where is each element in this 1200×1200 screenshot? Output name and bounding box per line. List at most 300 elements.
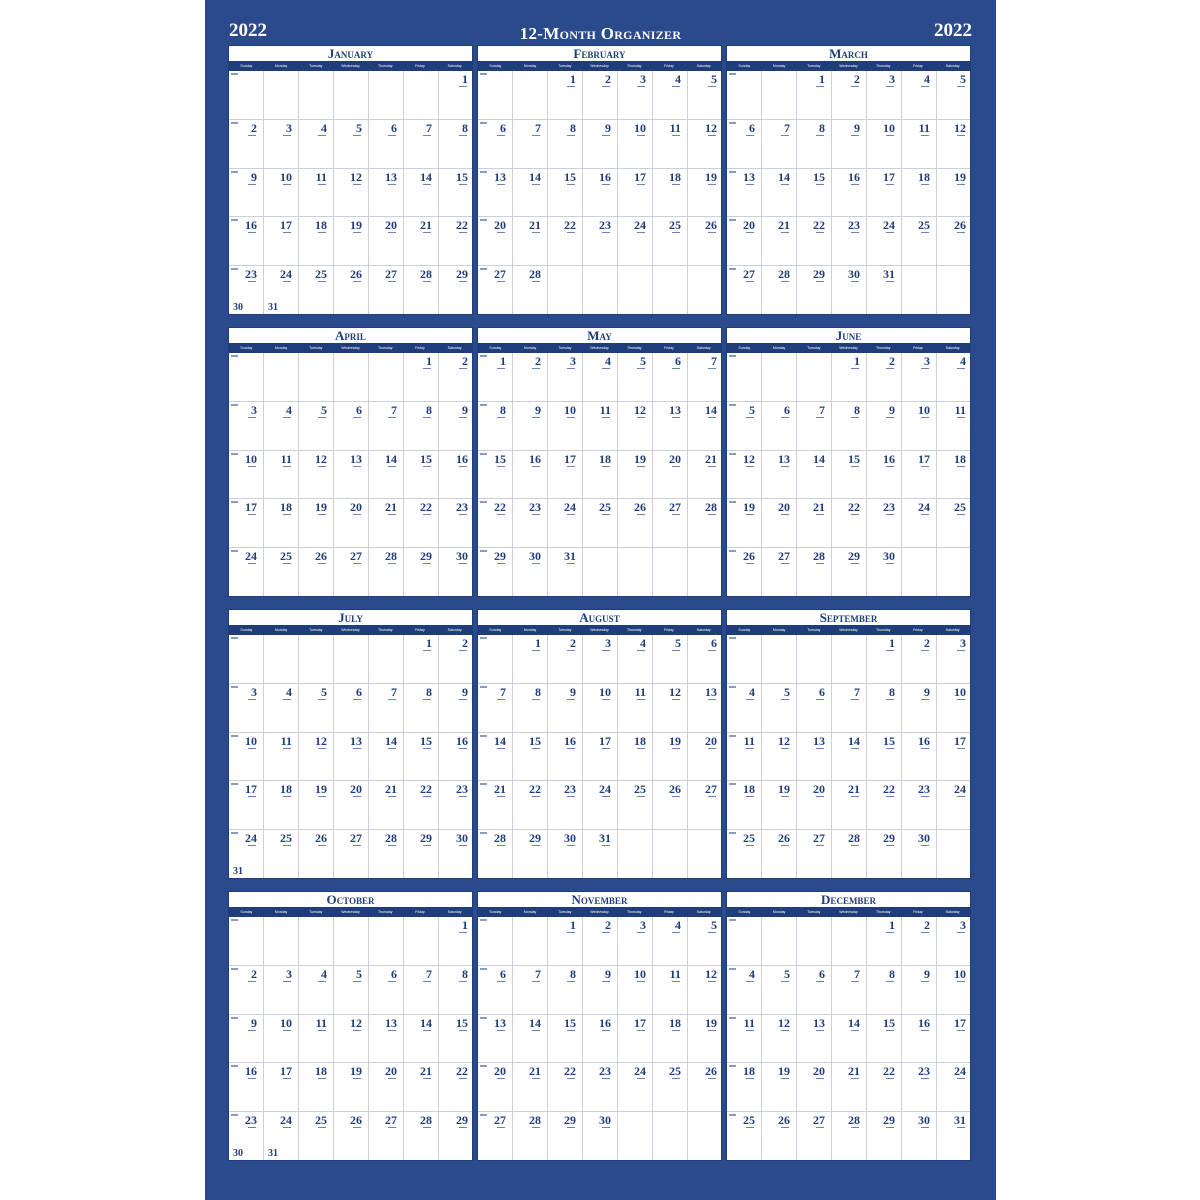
day-cell[interactable]	[762, 402, 797, 451]
day-cell[interactable]	[439, 1063, 473, 1112]
day-cell[interactable]	[229, 353, 264, 402]
day-cell[interactable]	[653, 548, 688, 597]
day-cell[interactable]	[439, 781, 473, 830]
day-cell[interactable]	[832, 169, 867, 218]
day-cell[interactable]	[653, 1112, 688, 1161]
day-cell[interactable]	[727, 733, 762, 782]
day-cell[interactable]	[727, 120, 762, 169]
day-cell[interactable]	[513, 217, 548, 266]
day-cell[interactable]	[548, 733, 583, 782]
day-cell[interactable]	[513, 781, 548, 830]
day-cell[interactable]	[299, 353, 334, 402]
day-cell[interactable]	[653, 830, 688, 879]
day-cell[interactable]	[369, 353, 404, 402]
day-cell[interactable]	[937, 733, 971, 782]
day-cell[interactable]	[653, 266, 688, 315]
day-cell[interactable]	[229, 966, 264, 1015]
day-cell[interactable]	[369, 548, 404, 597]
day-cell[interactable]	[229, 217, 264, 266]
day-cell[interactable]	[688, 830, 722, 879]
day-cell[interactable]	[797, 499, 832, 548]
day-cell[interactable]	[404, 71, 439, 120]
day-cell[interactable]	[762, 830, 797, 879]
day-cell[interactable]	[832, 635, 867, 684]
day-cell[interactable]	[832, 830, 867, 879]
day-cell[interactable]	[762, 917, 797, 966]
day-cell[interactable]	[264, 499, 299, 548]
day-cell[interactable]	[264, 830, 299, 879]
day-cell[interactable]	[867, 217, 902, 266]
day-cell[interactable]	[548, 830, 583, 879]
day-cell[interactable]	[937, 684, 971, 733]
day-cell[interactable]	[653, 684, 688, 733]
day-cell[interactable]	[583, 120, 618, 169]
day-cell[interactable]	[583, 451, 618, 500]
day-cell[interactable]	[369, 830, 404, 879]
day-cell[interactable]	[513, 353, 548, 402]
day-cell[interactable]	[653, 635, 688, 684]
day-cell[interactable]	[229, 635, 264, 684]
day-cell[interactable]	[264, 353, 299, 402]
day-cell[interactable]	[264, 733, 299, 782]
day-cell[interactable]	[548, 499, 583, 548]
day-cell[interactable]	[229, 917, 264, 966]
day-cell[interactable]	[618, 917, 653, 966]
day-cell[interactable]	[618, 71, 653, 120]
day-cell[interactable]	[439, 71, 473, 120]
day-cell[interactable]	[264, 451, 299, 500]
day-cell[interactable]	[478, 733, 513, 782]
day-cell[interactable]	[797, 451, 832, 500]
day-cell[interactable]	[688, 1063, 722, 1112]
day-cell[interactable]	[867, 353, 902, 402]
day-cell[interactable]	[688, 684, 722, 733]
day-cell[interactable]	[867, 451, 902, 500]
day-cell[interactable]	[688, 733, 722, 782]
day-cell[interactable]	[439, 830, 473, 879]
day-cell[interactable]	[404, 499, 439, 548]
day-cell[interactable]	[832, 917, 867, 966]
day-cell[interactable]	[618, 548, 653, 597]
day-cell[interactable]	[867, 684, 902, 733]
day-cell[interactable]	[264, 635, 299, 684]
day-cell[interactable]	[513, 548, 548, 597]
day-cell[interactable]	[688, 499, 722, 548]
day-cell[interactable]	[369, 169, 404, 218]
day-cell[interactable]	[548, 120, 583, 169]
day-cell[interactable]	[902, 966, 937, 1015]
day-cell[interactable]	[513, 266, 548, 315]
day-cell[interactable]	[832, 548, 867, 597]
day-cell[interactable]	[299, 1015, 334, 1064]
day-cell[interactable]	[229, 71, 264, 120]
day-cell[interactable]	[583, 499, 618, 548]
day-cell[interactable]	[653, 966, 688, 1015]
day-cell[interactable]	[937, 830, 971, 879]
day-cell[interactable]	[762, 966, 797, 1015]
day-cell[interactable]	[618, 966, 653, 1015]
day-cell[interactable]	[902, 548, 937, 597]
day-cell[interactable]	[334, 499, 369, 548]
day-cell[interactable]	[762, 217, 797, 266]
day-cell[interactable]	[548, 684, 583, 733]
day-cell[interactable]	[299, 402, 334, 451]
day-cell[interactable]	[299, 499, 334, 548]
day-cell[interactable]	[478, 966, 513, 1015]
day-cell[interactable]	[369, 733, 404, 782]
day-cell[interactable]	[478, 1063, 513, 1112]
day-cell[interactable]	[583, 1063, 618, 1112]
day-cell[interactable]	[583, 635, 618, 684]
day-cell[interactable]	[404, 548, 439, 597]
day-cell[interactable]	[404, 217, 439, 266]
day-cell[interactable]	[229, 733, 264, 782]
day-cell[interactable]	[513, 684, 548, 733]
day-cell[interactable]	[688, 548, 722, 597]
day-cell[interactable]	[902, 499, 937, 548]
day-cell[interactable]	[369, 917, 404, 966]
day-cell[interactable]	[937, 120, 971, 169]
day-cell[interactable]	[548, 1112, 583, 1161]
day-cell[interactable]	[229, 548, 264, 597]
day-cell[interactable]	[762, 733, 797, 782]
day-cell[interactable]	[867, 733, 902, 782]
day-cell[interactable]	[727, 169, 762, 218]
day-cell[interactable]	[902, 1015, 937, 1064]
day-cell[interactable]	[334, 353, 369, 402]
day-cell[interactable]	[762, 353, 797, 402]
day-cell[interactable]	[653, 169, 688, 218]
day-cell[interactable]	[688, 217, 722, 266]
day-cell[interactable]	[653, 451, 688, 500]
day-cell[interactable]	[727, 217, 762, 266]
day-cell[interactable]	[867, 499, 902, 548]
day-cell[interactable]	[439, 353, 473, 402]
day-cell[interactable]	[902, 266, 937, 315]
day-cell[interactable]	[727, 71, 762, 120]
day-cell[interactable]	[937, 781, 971, 830]
day-cell[interactable]	[688, 169, 722, 218]
day-cell[interactable]	[762, 635, 797, 684]
day-cell[interactable]	[832, 499, 867, 548]
day-cell[interactable]	[832, 1112, 867, 1161]
day-cell[interactable]	[688, 353, 722, 402]
day-cell[interactable]	[299, 966, 334, 1015]
day-cell[interactable]	[797, 169, 832, 218]
day-cell[interactable]	[902, 353, 937, 402]
day-cell[interactable]	[404, 1112, 439, 1161]
day-cell[interactable]	[299, 635, 334, 684]
day-cell[interactable]	[902, 169, 937, 218]
day-cell[interactable]	[832, 684, 867, 733]
day-cell[interactable]	[334, 1015, 369, 1064]
day-cell[interactable]	[762, 1015, 797, 1064]
day-cell[interactable]	[548, 917, 583, 966]
day-cell[interactable]	[478, 499, 513, 548]
day-cell[interactable]	[727, 499, 762, 548]
day-cell[interactable]	[583, 71, 618, 120]
day-cell[interactable]	[478, 169, 513, 218]
day-cell[interactable]	[439, 266, 473, 315]
day-cell[interactable]	[513, 1112, 548, 1161]
day-cell[interactable]	[404, 733, 439, 782]
day-cell[interactable]	[513, 451, 548, 500]
day-cell[interactable]	[937, 1112, 971, 1161]
day-cell[interactable]	[688, 71, 722, 120]
day-cell[interactable]	[867, 966, 902, 1015]
day-cell[interactable]	[832, 451, 867, 500]
day-cell[interactable]	[299, 120, 334, 169]
day-cell[interactable]	[618, 684, 653, 733]
day-cell[interactable]	[688, 120, 722, 169]
day-cell[interactable]	[229, 120, 264, 169]
day-cell[interactable]	[727, 451, 762, 500]
day-cell[interactable]	[762, 1112, 797, 1161]
day-cell[interactable]	[727, 684, 762, 733]
day-cell[interactable]	[583, 169, 618, 218]
day-cell[interactable]	[513, 733, 548, 782]
day-cell[interactable]	[264, 71, 299, 120]
day-cell[interactable]	[618, 217, 653, 266]
day-cell[interactable]	[264, 120, 299, 169]
day-cell[interactable]	[439, 966, 473, 1015]
day-cell[interactable]	[867, 1112, 902, 1161]
day-cell[interactable]	[937, 71, 971, 120]
day-cell[interactable]	[618, 830, 653, 879]
day-cell[interactable]	[299, 71, 334, 120]
day-cell[interactable]	[727, 1063, 762, 1112]
day-cell[interactable]	[404, 402, 439, 451]
day-cell[interactable]	[653, 353, 688, 402]
day-cell[interactable]	[478, 1015, 513, 1064]
day-cell[interactable]	[334, 169, 369, 218]
day-cell[interactable]	[618, 1112, 653, 1161]
day-cell[interactable]	[369, 451, 404, 500]
day-cell[interactable]	[513, 402, 548, 451]
day-cell[interactable]	[902, 1063, 937, 1112]
day-cell[interactable]	[264, 1015, 299, 1064]
day-cell[interactable]	[478, 71, 513, 120]
day-cell[interactable]	[762, 120, 797, 169]
day-cell[interactable]	[478, 635, 513, 684]
day-cell[interactable]	[439, 169, 473, 218]
day-cell[interactable]	[299, 684, 334, 733]
day-cell[interactable]	[583, 548, 618, 597]
day-cell[interactable]	[369, 635, 404, 684]
day-cell[interactable]	[478, 353, 513, 402]
day-cell[interactable]	[902, 635, 937, 684]
day-cell[interactable]	[867, 781, 902, 830]
day-cell[interactable]	[334, 684, 369, 733]
day-cell[interactable]	[583, 402, 618, 451]
day-cell[interactable]	[832, 1015, 867, 1064]
day-cell[interactable]	[832, 966, 867, 1015]
day-cell[interactable]	[653, 499, 688, 548]
day-cell[interactable]	[583, 917, 618, 966]
day-cell[interactable]	[832, 353, 867, 402]
day-cell[interactable]	[548, 402, 583, 451]
day-cell[interactable]	[618, 1063, 653, 1112]
day-cell[interactable]	[369, 217, 404, 266]
day-cell[interactable]	[548, 353, 583, 402]
day-cell[interactable]	[762, 781, 797, 830]
day-cell[interactable]	[832, 1063, 867, 1112]
day-cell[interactable]	[762, 451, 797, 500]
day-cell[interactable]	[832, 402, 867, 451]
day-cell[interactable]	[867, 71, 902, 120]
day-cell[interactable]	[299, 217, 334, 266]
day-cell[interactable]	[478, 451, 513, 500]
day-cell[interactable]	[404, 451, 439, 500]
day-cell[interactable]	[439, 917, 473, 966]
day-cell[interactable]	[513, 635, 548, 684]
day-cell[interactable]	[727, 830, 762, 879]
day-cell[interactable]	[902, 684, 937, 733]
day-cell[interactable]	[548, 451, 583, 500]
day-cell[interactable]	[299, 266, 334, 315]
day-cell[interactable]	[334, 635, 369, 684]
day-cell[interactable]	[478, 120, 513, 169]
day-cell[interactable]	[902, 1112, 937, 1161]
day-cell[interactable]	[264, 1063, 299, 1112]
day-cell[interactable]	[548, 1015, 583, 1064]
day-cell[interactable]	[797, 830, 832, 879]
day-cell[interactable]	[548, 169, 583, 218]
day-cell[interactable]	[832, 120, 867, 169]
day-cell[interactable]	[334, 451, 369, 500]
day-cell[interactable]	[404, 120, 439, 169]
day-cell[interactable]	[937, 402, 971, 451]
day-cell[interactable]	[229, 1063, 264, 1112]
day-cell[interactable]	[404, 781, 439, 830]
day-cell[interactable]	[797, 917, 832, 966]
day-cell[interactable]	[439, 1015, 473, 1064]
day-cell[interactable]	[902, 781, 937, 830]
day-cell[interactable]	[797, 1112, 832, 1161]
day-cell[interactable]	[688, 451, 722, 500]
day-cell[interactable]	[797, 1063, 832, 1112]
day-cell[interactable]	[618, 353, 653, 402]
day-cell[interactable]	[229, 684, 264, 733]
day-cell[interactable]	[797, 120, 832, 169]
day-cell[interactable]	[513, 1015, 548, 1064]
day-cell[interactable]	[937, 169, 971, 218]
day-cell[interactable]	[334, 733, 369, 782]
day-cell[interactable]	[264, 169, 299, 218]
day-cell[interactable]	[334, 402, 369, 451]
day-cell[interactable]	[229, 402, 264, 451]
day-cell[interactable]	[513, 830, 548, 879]
day-cell[interactable]	[618, 169, 653, 218]
day-cell[interactable]	[618, 499, 653, 548]
day-cell[interactable]	[299, 548, 334, 597]
day-cell[interactable]	[439, 499, 473, 548]
day-cell[interactable]	[439, 402, 473, 451]
day-cell[interactable]	[299, 733, 334, 782]
day-cell[interactable]	[439, 120, 473, 169]
day-cell[interactable]	[618, 635, 653, 684]
day-cell[interactable]	[902, 217, 937, 266]
day-cell[interactable]	[832, 733, 867, 782]
day-cell[interactable]	[797, 781, 832, 830]
day-cell[interactable]	[832, 781, 867, 830]
day-cell[interactable]	[513, 917, 548, 966]
day-cell[interactable]	[404, 635, 439, 684]
day-cell[interactable]	[653, 217, 688, 266]
day-cell[interactable]	[937, 266, 971, 315]
day-cell[interactable]	[548, 548, 583, 597]
day-cell[interactable]	[478, 684, 513, 733]
day-cell[interactable]	[334, 71, 369, 120]
day-cell[interactable]	[404, 917, 439, 966]
day-cell[interactable]	[404, 684, 439, 733]
day-cell[interactable]	[583, 266, 618, 315]
day-cell[interactable]	[439, 733, 473, 782]
day-cell[interactable]	[797, 353, 832, 402]
day-cell[interactable]	[937, 217, 971, 266]
day-cell[interactable]	[264, 402, 299, 451]
day-cell[interactable]	[513, 169, 548, 218]
day-cell[interactable]	[548, 635, 583, 684]
day-cell[interactable]	[902, 733, 937, 782]
day-cell[interactable]	[299, 169, 334, 218]
day-cell[interactable]	[902, 402, 937, 451]
day-cell[interactable]	[404, 1015, 439, 1064]
day-cell[interactable]	[369, 120, 404, 169]
day-cell[interactable]	[439, 684, 473, 733]
day-cell[interactable]	[832, 217, 867, 266]
day-cell[interactable]	[404, 353, 439, 402]
day-cell[interactable]	[688, 266, 722, 315]
day-cell[interactable]	[439, 548, 473, 597]
day-cell[interactable]	[548, 266, 583, 315]
day-cell[interactable]	[404, 169, 439, 218]
day-cell[interactable]	[653, 917, 688, 966]
day-cell[interactable]	[404, 966, 439, 1015]
day-cell[interactable]	[404, 830, 439, 879]
day-cell[interactable]	[727, 353, 762, 402]
day-cell[interactable]	[937, 966, 971, 1015]
day-cell[interactable]	[618, 120, 653, 169]
day-cell[interactable]	[937, 1063, 971, 1112]
day-cell[interactable]	[688, 917, 722, 966]
day-cell[interactable]	[478, 781, 513, 830]
day-cell[interactable]	[334, 548, 369, 597]
day-cell[interactable]	[548, 217, 583, 266]
day-cell[interactable]	[369, 684, 404, 733]
day-cell[interactable]	[583, 733, 618, 782]
day-cell[interactable]	[369, 966, 404, 1015]
day-cell[interactable]	[762, 169, 797, 218]
day-cell[interactable]	[334, 966, 369, 1015]
day-cell[interactable]	[653, 120, 688, 169]
day-cell[interactable]	[583, 684, 618, 733]
day-cell[interactable]	[797, 266, 832, 315]
day-cell[interactable]	[937, 451, 971, 500]
day-cell[interactable]	[902, 71, 937, 120]
day-cell[interactable]	[653, 402, 688, 451]
day-cell[interactable]	[867, 1063, 902, 1112]
day-cell[interactable]	[299, 781, 334, 830]
day-cell[interactable]	[439, 1112, 473, 1161]
day-cell[interactable]	[583, 966, 618, 1015]
day-cell[interactable]	[404, 266, 439, 315]
day-cell[interactable]	[478, 266, 513, 315]
day-cell[interactable]	[439, 635, 473, 684]
day-cell[interactable]	[618, 402, 653, 451]
day-cell[interactable]	[727, 781, 762, 830]
day-cell[interactable]	[334, 1112, 369, 1161]
